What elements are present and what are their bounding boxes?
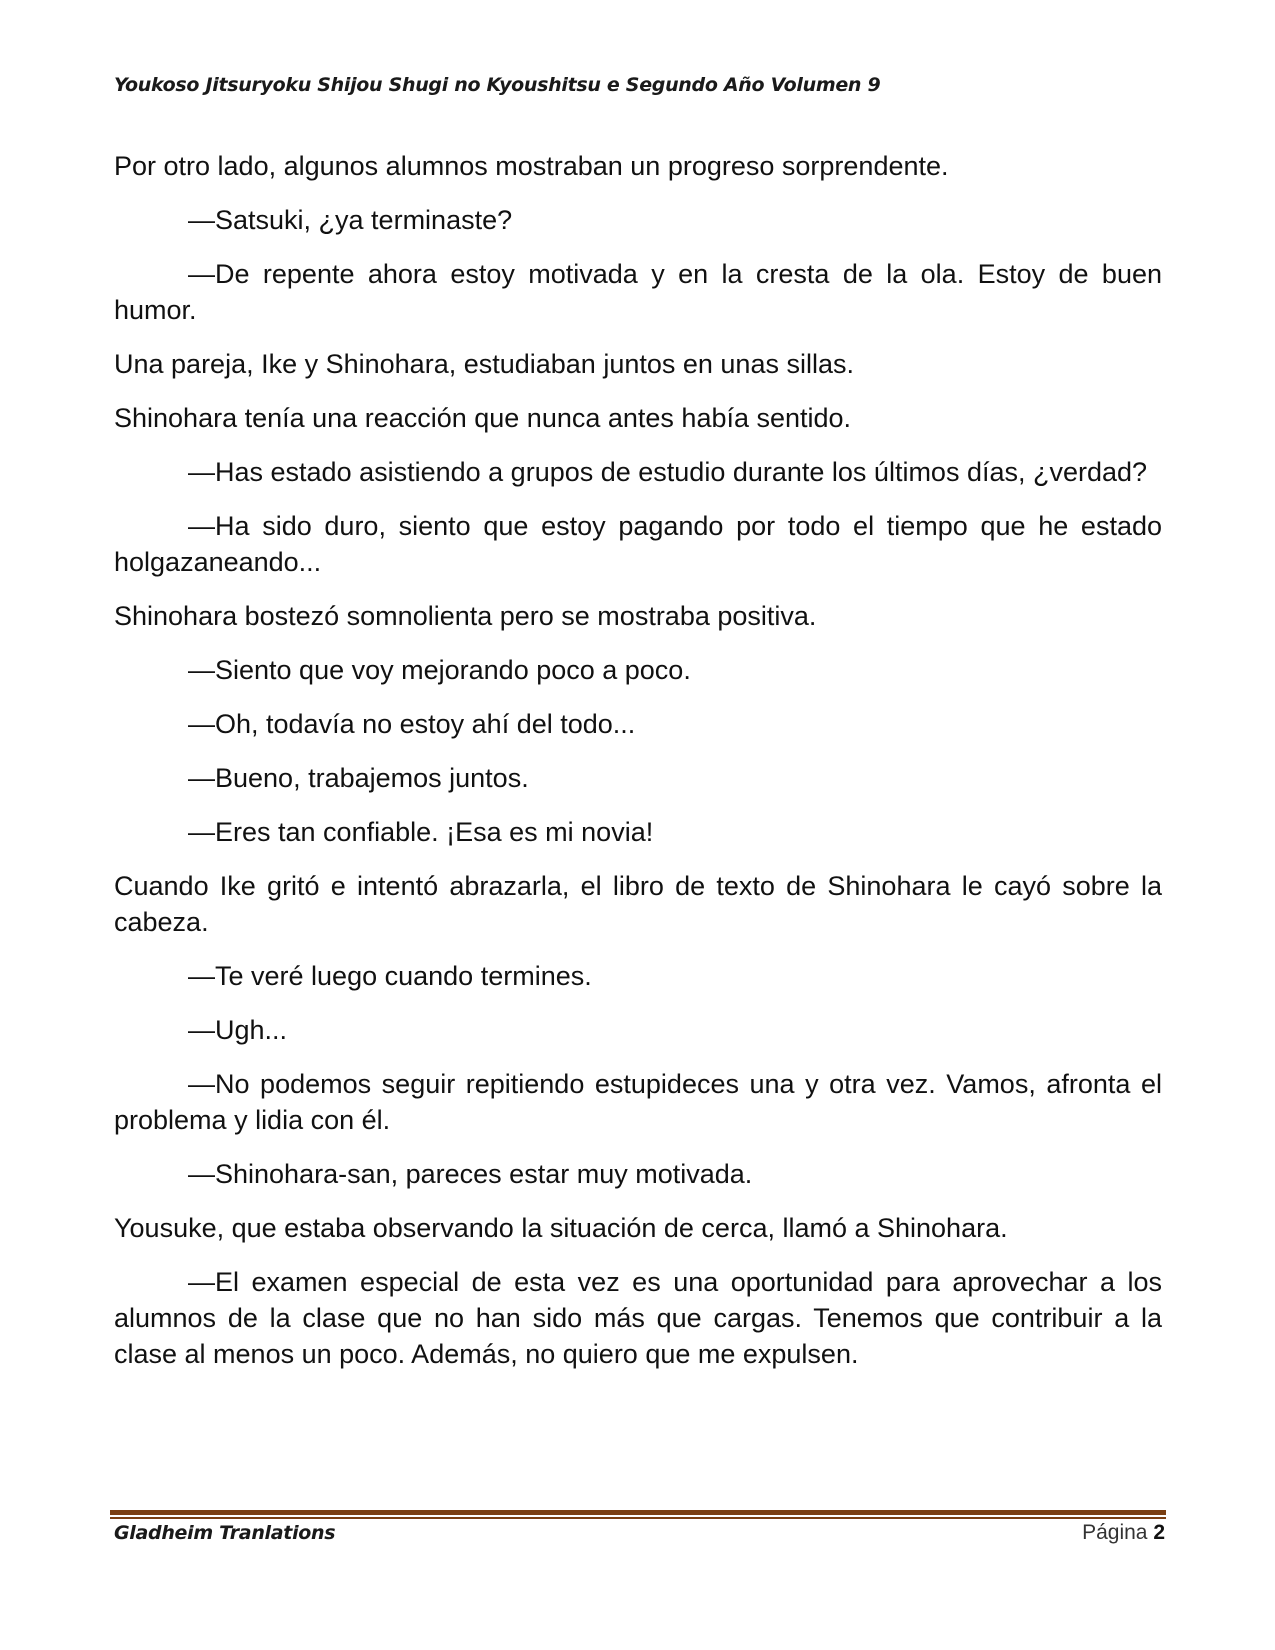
paragraph-dialog: —Te veré luego cuando termines. (188, 961, 592, 991)
body-text (114, 148, 1162, 1390)
paragraph-narration: Shinohara bostezó somnolienta pero se mostraba positiva. (114, 601, 817, 631)
footer-credit: Gladheim Tranlations (114, 1522, 336, 1544)
page-number: 2 (1153, 1521, 1165, 1544)
paragraph-dialog: —No podemos seguir repitiendo estupideces una y otra vez. Vamos, afronta el problema y lidia con él. (114, 1069, 1162, 1135)
page-label: Página (1082, 1521, 1148, 1544)
footer-divider (110, 1510, 1166, 1519)
paragraph-dialog: —Siento que voy mejorando poco a poco. (188, 655, 691, 685)
footer-divider-thin (110, 1517, 1166, 1519)
footer-divider-thick (110, 1510, 1166, 1515)
paragraph-dialog: —El examen especial de esta vez es una oportunidad para aprovechar a los alumnos de la clase que no han sido más que cargas. Tenemos que contribuir a la clase al menos un poco. Además, no quiero que me expulsen. (114, 1267, 1162, 1369)
paragraph-dialog: —Bueno, trabajemos juntos. (188, 763, 529, 793)
paragraph-dialog: —Oh, todavía no estoy ahí del todo... (188, 709, 636, 739)
paragraph-dialog: —Has estado asistiendo a grupos de estudio durante los últimos días, ¿verdad? (188, 457, 1148, 487)
paragraph-narration: Yousuke, que estaba observando la situación de cerca, llamó a Shinohara. (114, 1213, 1008, 1243)
page-number-footer (1082, 1521, 1165, 1545)
paragraph-dialog: —Eres tan confiable. ¡Esa es mi novia! (188, 817, 654, 847)
paragraph-narration: Cuando Ike gritó e intentó abrazarla, el libro de texto de Shinohara le cayó sobre la cabeza. (114, 871, 1162, 937)
paragraph-dialog: —Ha sido duro, siento que estoy pagando por todo el tiempo que he estado holgazaneando... (114, 511, 1162, 577)
running-header-title: Youkoso Jitsuryoku Shijou Shugi no Kyoushitsu e Segundo Año Volumen 9 (114, 74, 881, 96)
paragraph-dialog: —Shinohara-san, pareces estar muy motivada. (188, 1159, 753, 1189)
paragraph-dialog: —Satsuki, ¿ya terminaste? (188, 205, 513, 235)
paragraph-dialog: —Ugh... (188, 1015, 288, 1045)
paragraph-narration: Por otro lado, algunos alumnos mostraban un progreso sorprendente. (114, 151, 949, 181)
paragraph-dialog: —De repente ahora estoy motivada y en la cresta de la ola. Estoy de buen humor. (114, 259, 1162, 325)
paragraph-narration: Shinohara tenía una reacción que nunca antes había sentido. (114, 403, 852, 433)
paragraph-narration: Una pareja, Ike y Shinohara, estudiaban juntos en unas sillas. (114, 349, 854, 379)
